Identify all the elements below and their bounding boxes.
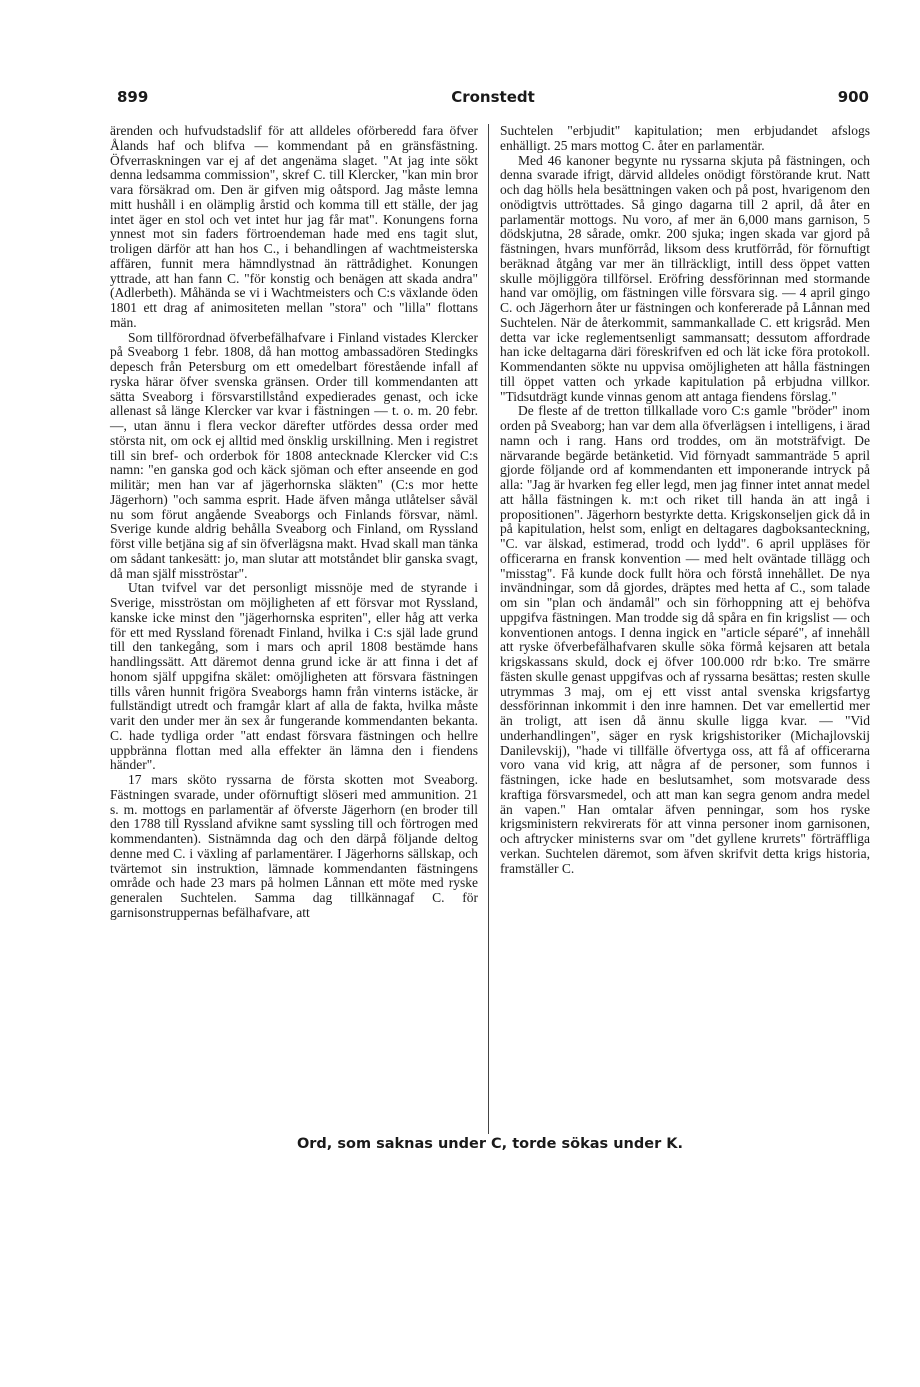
paragraph: Med 46 kanoner begynte nu ryssarna skjuta på fästningen, och denna svarade ifrigt, därvid alldeles onödigt förstörande krut. Natt och dag hölls hela besättningen vaken och på post, hvarigenom den onödigtvis uttröttades. Så gingo dagarna till 2 april, då åter en parlamentär mottogs. Nu voro, af mer än 6,000 mans garnison, 5 dödskjutna, 28 sårade, omkr. 200 sjuka; ingen skada var gjord på fästningen, hvars munförråd, liksom dess krutförråd, för förnuftigt beräknad åtgång var mer än tillräckligt, intill dess öppet vatten skulle möjliggöra tillförsel. Eröfring dessförinnan med stormande hand var omöjlig, om fästningen ville försvara sig. — 4 april gingo C. och Jägerhorn åter ur fästningen och konfererade på Lånnan med Suchtelen. När de återkommit, sammankallade C. ett krigsråd. Men detta var icke reglementsenligt sammansatt; dessutom affordrade han icke deltagarna däri föreskrifven ed och lät icke föra protokoll. Kommendanten sökte nu uppvisa omöjligheten att hålla fästningen till öppet vatten och yrkade kapitulation på erbjudna villkor. "Tidsutdrägt kunde vinnas genom att antaga fiendens förslag." xyxy=(500,152,870,404)
page-number-left: 899 xyxy=(117,88,149,106)
left-column xyxy=(110,124,478,921)
running-title: Cronstedt xyxy=(451,88,535,106)
paragraph: Som tillförordnad öfverbefälhafvare i Finland vistades Klercker på Sveaborg 1 febr. 1808, då han mottog ambassadören Stedingks depesch från Petersburg om ett omedelbart förestående infall af ryska härar öfver svenska gränsen. Order till kommendanten att sätta Sveaborg i försvarstillstånd expedierades genast, och icke allenast så länge Klercker var kvar i fästningen — t. o. m. 20 febr. —, utan ännu i flera veckor därefter utfördes dessa order med största nit, om ock ej alltid med önsklig urskillning. Men i registret till sin bref- och orderbok för 1808 antecknade Klercker vid C:s namn: "en ganska god och käck sjöman och efter anseende en god militär; men han var af jägerhornska släkten" (C:s mor hette Jägerhorn) "och samma esprit. Hade äfven många utlåtelser såväl nu som förut angående Sveaborgs och Finlands försvar, näml. Sverige kunde aldrig behålla Sveaborg och Finland, om Ryssland först ville betjäna sig af sin öfverlägsna makt. Hvad skall man tänka om sådant tankesätt: jo, man slutar att motståndet blir ganska svagt, då man själf misströstar". xyxy=(110,329,478,581)
column-divider xyxy=(488,124,489,1134)
page-number-right: 900 xyxy=(837,88,869,106)
paragraph: ärenden och hufvudstadslif för att alldeles oförberedd fara öfver Ålands haf och blifva — kommendant på en gränsfästning. Öfverraskningen var ej af det angenäma slaget. "At jag inte sökt denna ledsamma commission", skref C. till Klercker, "kan min bror vara försäkrad om. Den är gifven mig oåtspord. Jag måste lemna mitt hushåll i en olämplig årstid och komma till ett ställe, der jag intet äger en stol och vet intet hur jag får mat". Konungens forna ynnest mot sin faders förtroendeman hade med ens tagit slut, troligen därför att han hos C., i behandlingen af wachtmeisterska affären, funnit mera hämndlystnad än rättrådighet. Konungen yttrade, att han fann C. "för konstig och benägen att skada andra" (Adlerbeth). Måhända se vi i Wachtmeisters och C:s växlande öden 1801 ett drag af animositeten mellan "stora" och "lilla" flottans män. xyxy=(110,123,478,330)
right-column xyxy=(500,124,870,876)
paragraph: De fleste af de tretton tillkallade voro C:s gamle "bröder" inom orden på Sveaborg; han var dem alla öfverlägsen i intelligens, i ärad namn och i rang. Hans ord troddes, om än motsträfvigt. De närvarande begärde betänketid. Vid förnyadt sammanträde 5 april gjorde följande ord af kommendanten ett imponerande intryck på alla: "Jag är hvarken feg eller legd, men jag finner intet annat medel att hålla fästningen k. m:t och riket till handa än att ingå i propositionen". Jägerhorn bestyrkte detta. Krigskonseljen gick då in på kapitulation, helst som, enligt en deltagares dagboksanteckning, "C. var älskad, estimerad, trodd och lydd". 6 april uppläses för officerarna en fransk konvention — med helt oväntade tillägg och "misstag". Få kunde dock fullt höra och förstå innehållet. De nya invändningar, som då gjordes, dräptes med hetta af C., som talade om sin "plan och ändamål" och sin förhoppning att ej behöfva uppgifva fästningen. Man trodde sig då spåra en fin krigslist — och konventionen antogs. I denna ingick en "article séparé", af innehåll att ryske öfverbefälhafvaren skulle söka förmå kejsaren att betala krigskassans skuld, dock ej öfver 100.000 rdr b:ko. Tre smärre fästen skulle genast uppgifvas och af ryssarna besättas; resten skulle utrymmas 3 maj, om ej ett visst antal svenska krigsfartyg dessförinnan inkommit i den inre hamnen. Det var emellertid mer än troligt, att isen då ännu skulle ligga kvar. — "Vid underhandlingen", säger en rysk krigshistoriker (Michajlovskij Danilevskij), "hade vi tillfälle öfvertyga oss, att få af officerarna voro vana vid krig, att några af de personer, som funnos i fästningen, icke hade en beslutsamhet, som motsvarade dess kraftiga försvarsmedel, och att man kan segra genom andra medel än vapen." Han omtalar äfven penningar, som hos ryske krigsministern rekvirerats för att vinna personer inom garnisonen, och aftrycker ministerns svar om "det gyllene kruтets" förträffliga verkan. Suchtelen däremot, som äfven skrifvit detta krigs historia, framställer C. xyxy=(500,403,870,876)
paragraph: Suchtelen "erbjudit" kapitulation; men erbjudandet afslogs enhälligt. 25 mars mottog C. åter en parlamentär. xyxy=(500,123,870,153)
footer-note: Ord, som saknas under C, torde sökas under K. xyxy=(296,1136,684,1152)
running-header xyxy=(117,88,869,110)
paragraph: 17 mars sköto ryssarna de första skotten mot Sveaborg. Fästningen svarade, under oförnuftigt slöseri med ammunition. 21 s. m. mottogs en parlamentär af öfverste Jägerhorn (en broder till den 1788 till Ryssland afvikne samt syssling till och förtrogen med kommendanten). Sistnämnda dag och den därpå följande deltog denne med C. i växling af parlamentärer. I Jägerhorns sällskap, och tvärtemot sin instruktion, lämnade kommendanten fästningens område och hade 23 mars på holmen Lånnan ett möte med ryske generalen Suchtelen. Samma dag tillkännagaf C. för garnisonstruppernas befälhafvare, att xyxy=(110,772,478,920)
paragraph: Utan tvifvel var det personligt missnöje med de styrande i Sverige, misströstan om möjligheten af ett försvar mot Ryssland, kanske icke minst den "jägerhornska espriten", eller håg att verka för ett med Ryssland förenadt Finland, hvilka i C:s själ lade grund till den tankegång, som i mars och april 1808 bestämde hans handlingssätt. Att däremot denna grund icke är att finna i det af honom själf uppgifna skälet: omöjligheten att försvara fästningen tills våren hunnit frigöra Sveaborgs hamn från vinterns istäcke, är fullständigt utredt och framgår klart af alla de fakta, hvilka måste varit den under mer än sex år fungerande kommendanten bekanta. C. hade tydliga order "att endast försvara fästningen och hellre uppbränna flottan med alla effekter än lämna den i fiendens händer". xyxy=(110,580,478,773)
